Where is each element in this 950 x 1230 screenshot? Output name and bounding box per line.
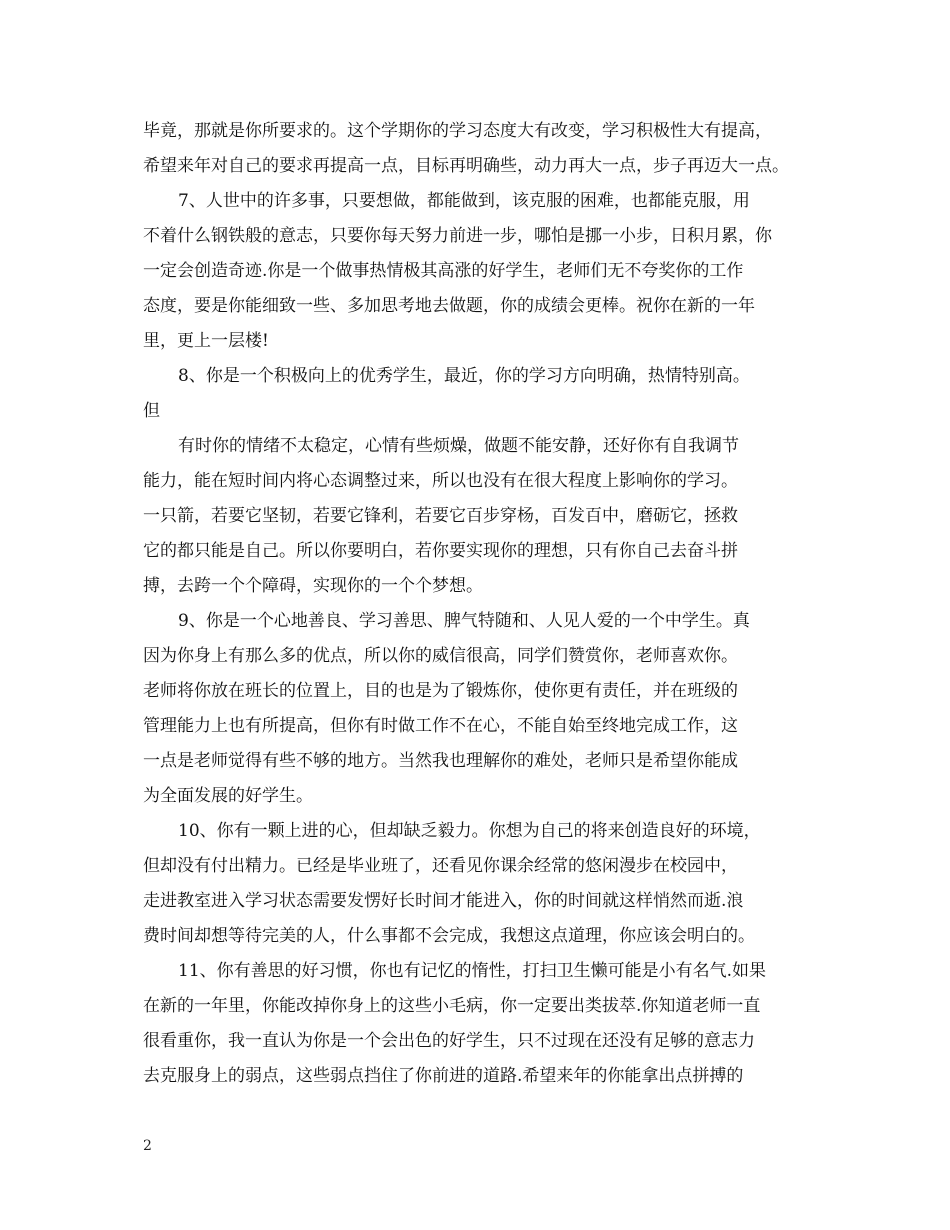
text-line: 很看重你，我一直认为你是一个会出色的好学生，只不过现在还没有足够的意志力 bbox=[143, 1031, 755, 1051]
text-line: 态度，要是你能细致一些、多加思考地去做题，你的成绩会更棒。祝你在新的一年 bbox=[143, 296, 755, 316]
text-line: 里，更上一层楼! bbox=[143, 331, 269, 351]
text-line: 有时你的情绪不太稳定，心情有些烦燥，做题不能安静，还好你有自我调节 bbox=[178, 436, 739, 456]
text-line: 搏，去跨一个个障碍，实现你的一个个梦想。 bbox=[143, 576, 483, 596]
text-line: 能力，能在短时间内将心态调整过来，所以也没有在很大程度上影响你的学习。 bbox=[143, 471, 738, 491]
text-line: 在新的一年里，你能改掉你身上的这些小毛病，你一定要出类拔萃.你知道老师一直 bbox=[143, 996, 761, 1016]
text-line: 管理能力上也有所提高，但你有时做工作不在心，不能自始至终地完成工作，这 bbox=[143, 716, 738, 736]
text-line: 老师将你放在班长的位置上，目的也是为了锻炼你，使你更有责任，并在班级的 bbox=[143, 681, 738, 701]
text-line: 不着什么钢铁般的意志，只要你每天努力前进一步，哪怕是挪一小步，日积月累，你 bbox=[143, 226, 772, 246]
text-line: 毕竟，那就是你所要求的。这个学期你的学习态度大有改变，学习积极性大有提高， bbox=[143, 121, 772, 141]
text-line: 一只箭，若要它坚韧，若要它锋利，若要它百步穿杨，百发百中，磨砺它，拯救 bbox=[143, 506, 738, 526]
text-line: 但 bbox=[143, 401, 160, 421]
text-line: 因为你身上有那么多的优点，所以你的威信很高，同学们赞赏你，老师喜欢你。 bbox=[143, 646, 738, 666]
text-line: 为全面发展的好学生。 bbox=[143, 786, 313, 806]
text-line: 8、你是一个积极向上的优秀学生，最近，你的学习方向明确，热情特别高。 bbox=[178, 366, 750, 386]
text-line: 希望来年对自己的要求再提高一点，目标再明确些，动力再大一点，步子再迈大一点。 bbox=[143, 156, 789, 176]
text-line: 它的都只能是自己。所以你要明白，若你要实现你的理想，只有你自己去奋斗拼 bbox=[143, 541, 738, 561]
text-line: 一定会创造奇迹.你是一个做事热情极其高涨的好学生，老师们无不夸奖你的工作 bbox=[143, 261, 744, 281]
text-line: 但却没有付出精力。已经是毕业班了，还看见你课余经常的悠闲漫步在校园中， bbox=[143, 856, 738, 876]
page-number: 2 bbox=[143, 1138, 152, 1154]
text-line: 7、人世中的许多事，只要想做，都能做到，该克服的困难，也都能克服，用 bbox=[178, 191, 750, 211]
text-line: 11、你有善思的好习惯，你也有记忆的惰性，打扫卫生懒可能是小有名气.如果 bbox=[178, 961, 767, 981]
text-line: 去克服身上的弱点，这些弱点挡住了你前进的道路.希望来年的你能拿出点拼搏的 bbox=[143, 1066, 744, 1086]
text-line: 9、你是一个心地善良、学习善思、脾气特随和、人见人爱的一个中学生。真 bbox=[178, 611, 750, 631]
document-body bbox=[143, 114, 811, 1094]
text-line: 费时间却想等待完美的人，什么事都不会完成，我想这点道理，你应该会明白的。 bbox=[143, 926, 755, 946]
text-line: 走进教室进入学习状态需要发愣好长时间才能进入，你的时间就这样悄然而逝.浪 bbox=[143, 891, 744, 911]
text-line: 10、你有一颗上进的心，但却缺乏毅力。你想为自己的将来创造良好的环境， bbox=[178, 821, 761, 841]
text-line: 一点是老师觉得有些不够的地方。当然我也理解你的难处，老师只是希望你能成 bbox=[143, 751, 738, 771]
